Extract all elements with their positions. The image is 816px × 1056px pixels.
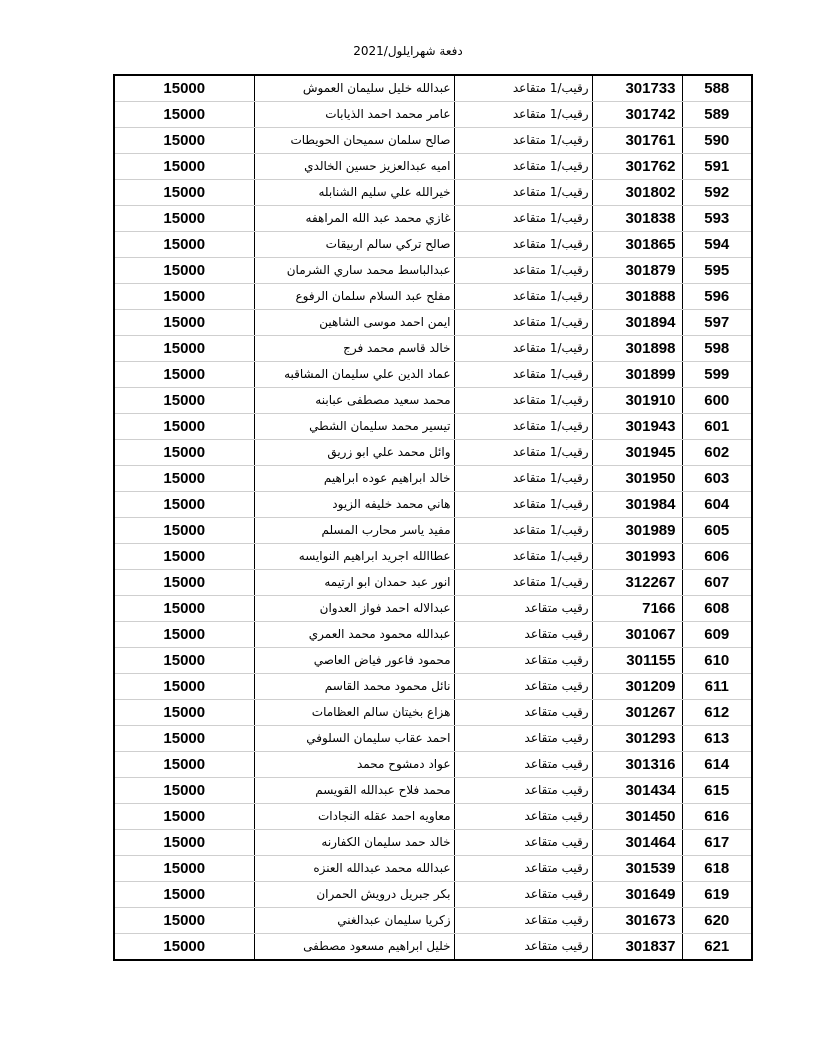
- military-id-cell: 301894: [592, 310, 682, 336]
- rank-cell: رقيب متقاعد: [454, 700, 592, 726]
- amount-cell: 15000: [114, 778, 254, 804]
- table-row: [114, 336, 752, 362]
- sequence-number-cell: 600: [682, 388, 752, 414]
- table-row: [114, 752, 752, 778]
- table-row: [114, 934, 752, 961]
- sequence-number-cell: 597: [682, 310, 752, 336]
- table-row: [114, 726, 752, 752]
- rank-cell: رقيب/1 متقاعد: [454, 440, 592, 466]
- name-cell: عواد دمشوح محمد: [254, 752, 454, 778]
- military-id-cell: 301865: [592, 232, 682, 258]
- sequence-number-cell: 593: [682, 206, 752, 232]
- sequence-number-cell: 610: [682, 648, 752, 674]
- name-cell: عبدالباسط محمد ساري الشرمان: [254, 258, 454, 284]
- amount-cell: 15000: [114, 75, 254, 102]
- name-cell: محمد سعيد مصطفى عبابنه: [254, 388, 454, 414]
- table-row: [114, 596, 752, 622]
- sequence-number-cell: 620: [682, 908, 752, 934]
- table-row: [114, 570, 752, 596]
- sequence-number-cell: 595: [682, 258, 752, 284]
- sequence-number-cell: 611: [682, 674, 752, 700]
- military-id-cell: 301993: [592, 544, 682, 570]
- military-id-cell: 301293: [592, 726, 682, 752]
- table-row: [114, 778, 752, 804]
- table-row: [114, 128, 752, 154]
- name-cell: اميه عبدالعزيز حسين الخالدي: [254, 154, 454, 180]
- military-id-cell: 301209: [592, 674, 682, 700]
- military-id-cell: 312267: [592, 570, 682, 596]
- amount-cell: 15000: [114, 492, 254, 518]
- name-cell: معاويه احمد عقله النجادات: [254, 804, 454, 830]
- sequence-number-cell: 596: [682, 284, 752, 310]
- name-cell: بكر جبريل درويش الحمران: [254, 882, 454, 908]
- amount-cell: 15000: [114, 440, 254, 466]
- rank-cell: رقيب/1 متقاعد: [454, 258, 592, 284]
- amount-cell: 15000: [114, 388, 254, 414]
- amount-cell: 15000: [114, 414, 254, 440]
- rank-cell: رقيب/1 متقاعد: [454, 388, 592, 414]
- rank-cell: رقيب/1 متقاعد: [454, 518, 592, 544]
- rank-cell: رقيب متقاعد: [454, 674, 592, 700]
- sequence-number-cell: 615: [682, 778, 752, 804]
- table-row: [114, 440, 752, 466]
- table-row: [114, 284, 752, 310]
- military-id-cell: 301464: [592, 830, 682, 856]
- sequence-number-cell: 602: [682, 440, 752, 466]
- amount-cell: 15000: [114, 310, 254, 336]
- sequence-number-cell: 588: [682, 75, 752, 102]
- name-cell: عبدالله محمد عبدالله العنزه: [254, 856, 454, 882]
- sequence-number-cell: 614: [682, 752, 752, 778]
- name-cell: عطاالله اجريد ابراهيم النوايسه: [254, 544, 454, 570]
- military-id-cell: 301733: [592, 75, 682, 102]
- name-cell: خالد قاسم محمد فرج: [254, 336, 454, 362]
- sequence-number-cell: 609: [682, 622, 752, 648]
- name-cell: خيرالله علي سليم الشنابله: [254, 180, 454, 206]
- table-row: [114, 362, 752, 388]
- table-row: [114, 154, 752, 180]
- amount-cell: 15000: [114, 934, 254, 961]
- amount-cell: 15000: [114, 258, 254, 284]
- amount-cell: 15000: [114, 284, 254, 310]
- military-id-cell: 301989: [592, 518, 682, 544]
- sequence-number-cell: 589: [682, 102, 752, 128]
- table-row: [114, 180, 752, 206]
- rank-cell: رقيب/1 متقاعد: [454, 492, 592, 518]
- amount-cell: 15000: [114, 466, 254, 492]
- rank-cell: رقيب/1 متقاعد: [454, 102, 592, 128]
- amount-cell: 15000: [114, 544, 254, 570]
- military-id-cell: 7166: [592, 596, 682, 622]
- military-id-cell: 301838: [592, 206, 682, 232]
- sequence-number-cell: 607: [682, 570, 752, 596]
- table-row: [114, 908, 752, 934]
- sequence-number-cell: 591: [682, 154, 752, 180]
- military-id-cell: 301434: [592, 778, 682, 804]
- page-title: دفعة شهرايلول/2021: [353, 44, 463, 58]
- amount-cell: 15000: [114, 726, 254, 752]
- table-row: [114, 700, 752, 726]
- name-cell: انور عبد حمدان ابو ارتيمه: [254, 570, 454, 596]
- military-id-cell: 301984: [592, 492, 682, 518]
- military-id-cell: 301899: [592, 362, 682, 388]
- military-id-cell: 301539: [592, 856, 682, 882]
- name-cell: صالح تركي سالم اربيقات: [254, 232, 454, 258]
- rank-cell: رقيب متقاعد: [454, 856, 592, 882]
- military-id-cell: 301649: [592, 882, 682, 908]
- amount-cell: 15000: [114, 206, 254, 232]
- rank-cell: رقيب متقاعد: [454, 622, 592, 648]
- military-id-cell: 301910: [592, 388, 682, 414]
- amount-cell: 15000: [114, 336, 254, 362]
- name-cell: عبدالله محمود محمد العمري: [254, 622, 454, 648]
- table-row: [114, 75, 752, 102]
- military-id-cell: 301673: [592, 908, 682, 934]
- rank-cell: رقيب/1 متقاعد: [454, 206, 592, 232]
- rank-cell: رقيب/1 متقاعد: [454, 180, 592, 206]
- amount-cell: 15000: [114, 700, 254, 726]
- rank-cell: رقيب/1 متقاعد: [454, 75, 592, 102]
- amount-cell: 15000: [114, 596, 254, 622]
- military-id-cell: 301943: [592, 414, 682, 440]
- military-id-cell: 301950: [592, 466, 682, 492]
- name-cell: محمد فلاح عبدالله القويسم: [254, 778, 454, 804]
- table-row: [114, 856, 752, 882]
- rank-cell: رقيب متقاعد: [454, 934, 592, 961]
- sequence-number-cell: 619: [682, 882, 752, 908]
- military-id-cell: 301762: [592, 154, 682, 180]
- military-id-cell: 301898: [592, 336, 682, 362]
- table-row: [114, 492, 752, 518]
- amount-cell: 15000: [114, 882, 254, 908]
- sequence-number-cell: 599: [682, 362, 752, 388]
- sequence-number-cell: 592: [682, 180, 752, 206]
- sequence-number-cell: 613: [682, 726, 752, 752]
- name-cell: خليل ابراهيم مسعود مصطفى: [254, 934, 454, 961]
- rank-cell: رقيب متقاعد: [454, 596, 592, 622]
- name-cell: وائل محمد علي ابو زريق: [254, 440, 454, 466]
- name-cell: خالد حمد سليمان الكفارنه: [254, 830, 454, 856]
- amount-cell: 15000: [114, 648, 254, 674]
- amount-cell: 15000: [114, 622, 254, 648]
- military-id-cell: 301945: [592, 440, 682, 466]
- sequence-number-cell: 598: [682, 336, 752, 362]
- sequence-number-cell: 621: [682, 934, 752, 961]
- military-id-cell: 301888: [592, 284, 682, 310]
- military-id-cell: 301450: [592, 804, 682, 830]
- military-id-cell: 301267: [592, 700, 682, 726]
- military-id-cell: 301067: [592, 622, 682, 648]
- rank-cell: رقيب متقاعد: [454, 882, 592, 908]
- amount-cell: 15000: [114, 128, 254, 154]
- rank-cell: رقيب/1 متقاعد: [454, 310, 592, 336]
- name-cell: هاني محمد خليفه الزيود: [254, 492, 454, 518]
- amount-cell: 15000: [114, 752, 254, 778]
- table-row: [114, 544, 752, 570]
- sequence-number-cell: 601: [682, 414, 752, 440]
- name-cell: نائل محمود محمد القاسم: [254, 674, 454, 700]
- amount-cell: 15000: [114, 362, 254, 388]
- table-row: [114, 830, 752, 856]
- rank-cell: رقيب متقاعد: [454, 648, 592, 674]
- name-cell: صالح سلمان سميحان الحويطات: [254, 128, 454, 154]
- rank-cell: رقيب/1 متقاعد: [454, 570, 592, 596]
- amount-cell: 15000: [114, 908, 254, 934]
- rank-cell: رقيب/1 متقاعد: [454, 544, 592, 570]
- name-cell: عامر محمد احمد الذيابات: [254, 102, 454, 128]
- name-cell: ايمن احمد موسى الشاهين: [254, 310, 454, 336]
- sequence-number-cell: 612: [682, 700, 752, 726]
- amount-cell: 15000: [114, 180, 254, 206]
- table-row: [114, 674, 752, 700]
- rank-cell: رقيب/1 متقاعد: [454, 128, 592, 154]
- sequence-number-cell: 618: [682, 856, 752, 882]
- sequence-number-cell: 617: [682, 830, 752, 856]
- amount-cell: 15000: [114, 518, 254, 544]
- sequence-number-cell: 604: [682, 492, 752, 518]
- payment-table: [113, 74, 753, 961]
- rank-cell: رقيب/1 متقاعد: [454, 284, 592, 310]
- military-id-cell: 301742: [592, 102, 682, 128]
- name-cell: تيسير محمد سليمان الشطي: [254, 414, 454, 440]
- rank-cell: رقيب/1 متقاعد: [454, 466, 592, 492]
- name-cell: عبدالله خليل سليمان العموش: [254, 75, 454, 102]
- rank-cell: رقيب متقاعد: [454, 752, 592, 778]
- table-row: [114, 804, 752, 830]
- amount-cell: 15000: [114, 232, 254, 258]
- name-cell: خالد ابراهيم عوده ابراهيم: [254, 466, 454, 492]
- sequence-number-cell: 603: [682, 466, 752, 492]
- table-row: [114, 388, 752, 414]
- name-cell: هزاع بخيتان سالم العظامات: [254, 700, 454, 726]
- amount-cell: 15000: [114, 856, 254, 882]
- name-cell: عبدالاله احمد فواز العدوان: [254, 596, 454, 622]
- amount-cell: 15000: [114, 570, 254, 596]
- table-row: [114, 466, 752, 492]
- rank-cell: رقيب متقاعد: [454, 726, 592, 752]
- amount-cell: 15000: [114, 804, 254, 830]
- sequence-number-cell: 608: [682, 596, 752, 622]
- payment-table-body: [114, 75, 752, 960]
- table-row: [114, 206, 752, 232]
- rank-cell: رقيب متقاعد: [454, 804, 592, 830]
- military-id-cell: 301761: [592, 128, 682, 154]
- sequence-number-cell: 605: [682, 518, 752, 544]
- table-row: [114, 414, 752, 440]
- rank-cell: رقيب/1 متقاعد: [454, 154, 592, 180]
- name-cell: مفلح عبد السلام سلمان الرفوع: [254, 284, 454, 310]
- name-cell: زكريا سليمان عبدالغني: [254, 908, 454, 934]
- table-row: [114, 258, 752, 284]
- rank-cell: رقيب متقاعد: [454, 830, 592, 856]
- name-cell: عماد الدين علي سليمان المشاقبه: [254, 362, 454, 388]
- table-row: [114, 622, 752, 648]
- amount-cell: 15000: [114, 102, 254, 128]
- name-cell: غازي محمد عبد الله المراهفه: [254, 206, 454, 232]
- rank-cell: رقيب/1 متقاعد: [454, 414, 592, 440]
- table-row: [114, 648, 752, 674]
- sequence-number-cell: 594: [682, 232, 752, 258]
- rank-cell: رقيب متقاعد: [454, 778, 592, 804]
- table-row: [114, 232, 752, 258]
- military-id-cell: 301879: [592, 258, 682, 284]
- sequence-number-cell: 606: [682, 544, 752, 570]
- table-row: [114, 102, 752, 128]
- rank-cell: رقيب/1 متقاعد: [454, 336, 592, 362]
- name-cell: احمد عقاب سليمان السلوفي: [254, 726, 454, 752]
- military-id-cell: 301837: [592, 934, 682, 961]
- military-id-cell: 301802: [592, 180, 682, 206]
- rank-cell: رقيب/1 متقاعد: [454, 232, 592, 258]
- rank-cell: رقيب متقاعد: [454, 908, 592, 934]
- table-row: [114, 310, 752, 336]
- name-cell: محمود فاعور فياض العاصي: [254, 648, 454, 674]
- amount-cell: 15000: [114, 674, 254, 700]
- table-row: [114, 518, 752, 544]
- military-id-cell: 301155: [592, 648, 682, 674]
- rank-cell: رقيب/1 متقاعد: [454, 362, 592, 388]
- military-id-cell: 301316: [592, 752, 682, 778]
- amount-cell: 15000: [114, 154, 254, 180]
- amount-cell: 15000: [114, 830, 254, 856]
- sequence-number-cell: 590: [682, 128, 752, 154]
- sequence-number-cell: 616: [682, 804, 752, 830]
- name-cell: مفيد ياسر محارب المسلم: [254, 518, 454, 544]
- table-row: [114, 882, 752, 908]
